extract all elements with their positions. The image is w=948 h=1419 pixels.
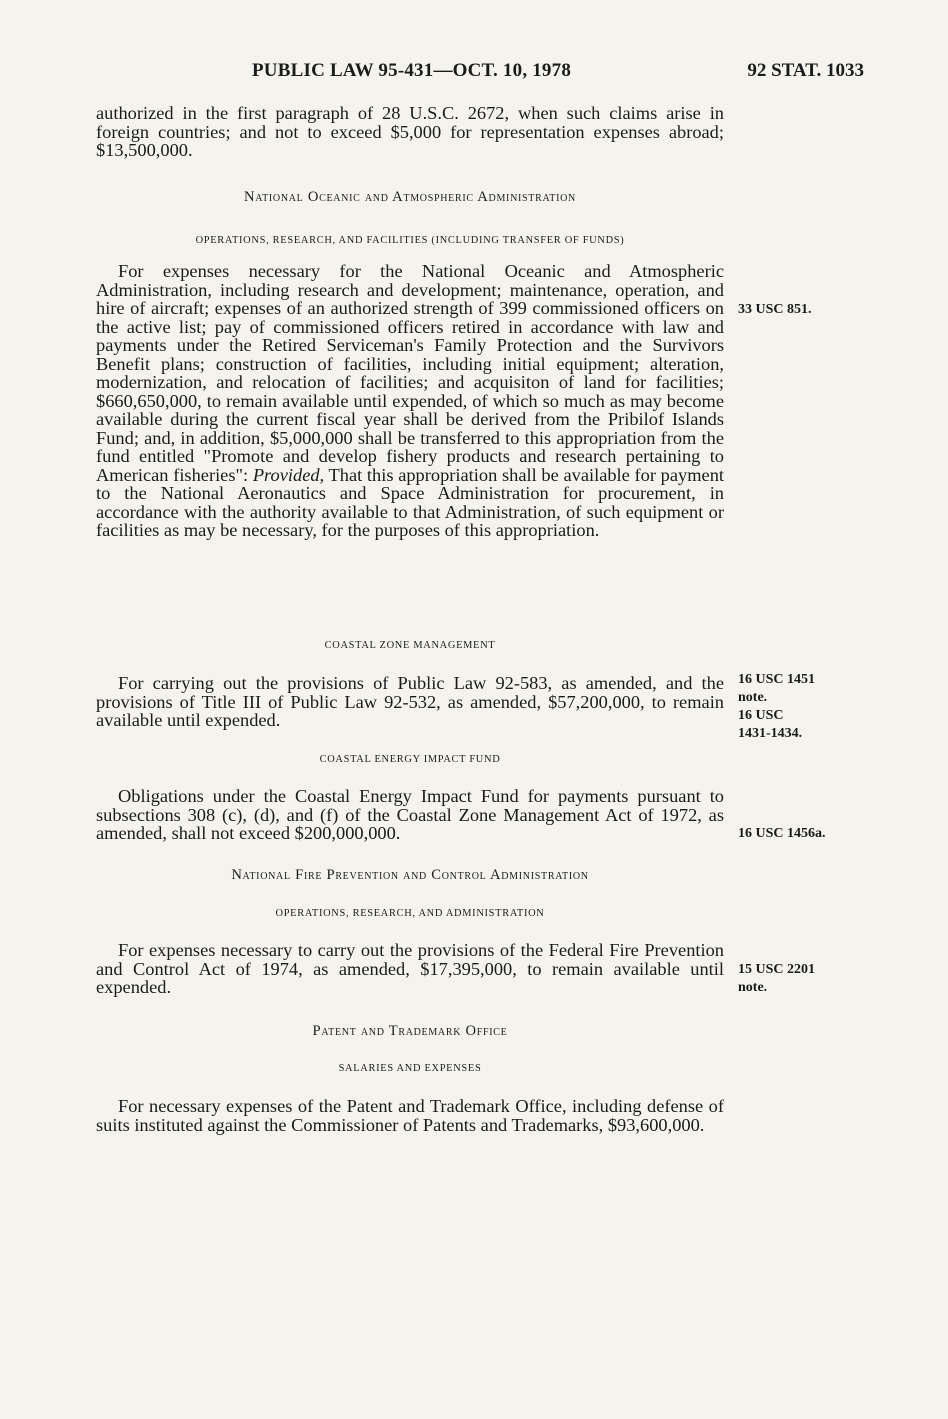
margin-note-coastal-zone-1b: note. bbox=[738, 690, 768, 705]
fire-subheading: OPERATIONS, RESEARCH, AND ADMINISTRATION bbox=[275, 908, 545, 919]
subheading-coastal-zone bbox=[96, 640, 724, 651]
margin-note-noaa-text: 33 USC 851. bbox=[738, 302, 812, 317]
coastal-energy-heading: COASTAL ENERGY IMPACT FUND bbox=[319, 754, 501, 765]
subheading-patent bbox=[96, 1063, 724, 1074]
patent-paragraph bbox=[96, 1097, 724, 1134]
header-stat-page: 92 STAT. 1033 bbox=[747, 60, 864, 81]
intro-paragraph bbox=[96, 104, 724, 160]
margin-note-fire-b: note. bbox=[738, 980, 768, 995]
margin-note-coastal-energy bbox=[738, 825, 858, 843]
noaa-paragraph bbox=[96, 262, 724, 540]
margin-note-fire bbox=[738, 961, 858, 997]
section-heading-fire bbox=[96, 867, 724, 884]
header-title: PUBLIC LAW 95-431—OCT. 10, 1978 bbox=[252, 60, 572, 81]
coastal-zone-heading: COASTAL ZONE MANAGEMENT bbox=[324, 640, 496, 651]
noaa-text-before: For expenses necessary for the National Oceanic and Atmospheric Administration, including research and development; maintenance, operation, and hire of aircraft; expenses of an authorized strength of 399 commissioned officers on the active list; pay of commissioned officers retired in accordance with law and payments under the Retired Serviceman's Family Protection and the Survivors Benefit plans; construction of facilities, including initial equipment; alteration, modernization, and relocation of facilities; and acquisiton of land for facilities; $660,650,000, to remain available until expended, of which so much as may become available during the current fiscal year shall be derived from the Pribilof Islands Fund; and, in addition, $5,000,000 shall be transferred to this appropriation from the fund entitled "Promote and develop fishery products and research pertaining to American fisheries": bbox=[96, 261, 724, 485]
subheading-coastal-energy bbox=[96, 754, 724, 765]
coastal-energy-paragraph bbox=[96, 787, 724, 843]
patent-subheading: SALARIES AND EXPENSES bbox=[338, 1063, 482, 1074]
section-heading-patent bbox=[96, 1023, 724, 1040]
subheading-noaa bbox=[96, 235, 724, 246]
coastal-energy-text: Obligations under the Coastal Energy Impact Fund for payments pursuant to subsections 308 (c), (d), and (f) of the Coastal Zone Management Act of 1972, as amended, shall not exceed $200,000,000. bbox=[96, 786, 724, 843]
noaa-subheading: OPERATIONS, RESEARCH, AND FACILITIES (INCLUDING TRANSFER OF FUNDS) bbox=[195, 235, 625, 246]
noaa-proviso: Provided, bbox=[252, 464, 325, 485]
margin-note-fire-a: 15 USC 2201 bbox=[738, 962, 816, 977]
patent-text: For necessary expenses of the Patent and Trademark Office, including defense of suits instituted against the Commissioner of Patents and Trademarks, $93,600,000. bbox=[96, 1096, 724, 1135]
margin-note-coastal-zone bbox=[738, 671, 858, 743]
coastal-zone-paragraph bbox=[96, 674, 724, 730]
margin-note-coastal-zone-2b: 1431-1434. bbox=[738, 726, 803, 741]
margin-note-coastal-zone-1a: 16 USC 1451 bbox=[738, 672, 816, 687]
noaa-heading: National Oceanic and Atmospheric Administration bbox=[244, 189, 576, 205]
fire-heading: National Fire Prevention and Control Administration bbox=[231, 867, 589, 883]
fire-text: For expenses necessary to carry out the provisions of the Federal Fire Prevention and Control Act of 1974, as amended, $17,395,000, to remain available until expended. bbox=[96, 940, 724, 997]
margin-note-noaa bbox=[738, 301, 858, 319]
subheading-fire bbox=[96, 908, 724, 919]
coastal-zone-text: For carrying out the provisions of Public Law 92-583, as amended, and the provisions of Title III of Public Law 92-532, as amended, $57,200,000, to remain available until expended. bbox=[96, 673, 724, 730]
margin-note-coastal-energy-text: 16 USC 1456a. bbox=[738, 826, 826, 841]
running-header bbox=[96, 60, 864, 86]
intro-text: authorized in the first paragraph of 28 U.S.C. 2672, when such claims arise in foreign countries; and not to exceed $5,000 for representation expenses abroad; $13,500,000. bbox=[96, 103, 724, 160]
patent-heading: Patent and Trademark Office bbox=[312, 1023, 508, 1039]
section-heading-noaa bbox=[96, 189, 724, 206]
noaa-text-after: That this appropriation shall be available for payment to the National Aeronautics and Space Administration for procurement, in accordance with the authority available to that Administration, of such equipment or facilities as may be necessary, for the purposes of this appropriation. bbox=[96, 464, 724, 540]
margin-note-coastal-zone-2a: 16 USC bbox=[738, 708, 784, 723]
fire-paragraph bbox=[96, 941, 724, 997]
